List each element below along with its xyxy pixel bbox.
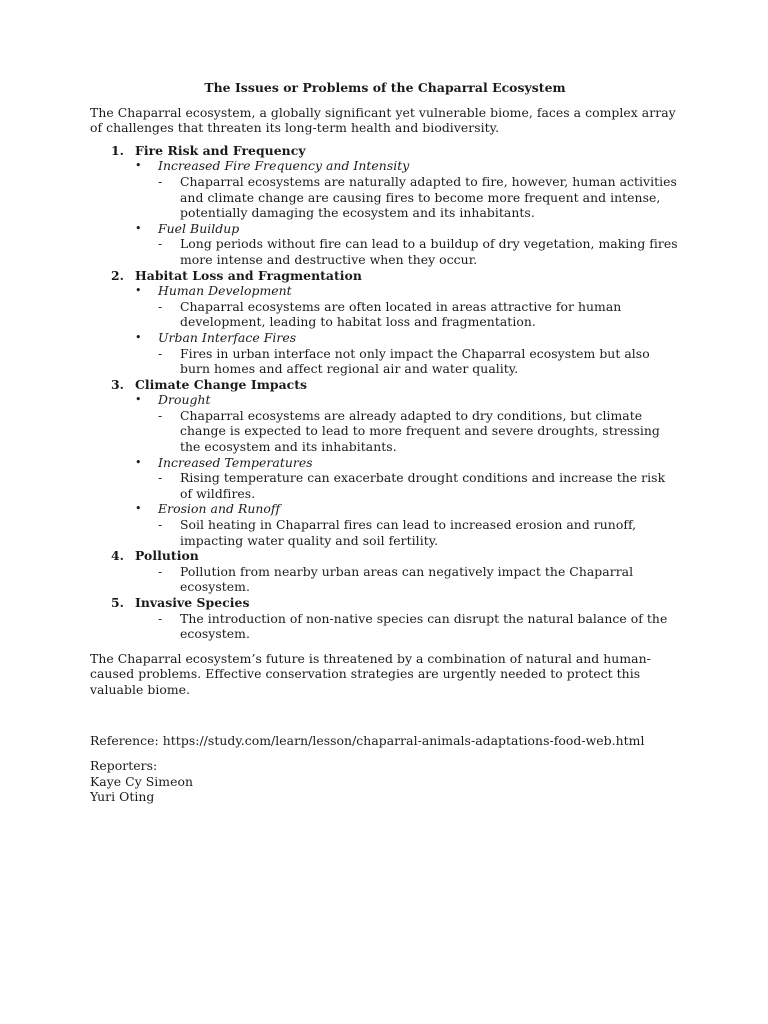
subtopic-item [135,158,680,220]
subtopic-title: Increased Temperatures [158,454,313,470]
dash-icon: - [158,173,163,189]
subtopic-item [135,455,680,502]
dash-icon: - [158,610,163,626]
bullet-icon: • [135,221,142,235]
section-number: 3. [111,376,125,392]
reporter-name: Yuri Oting [90,789,155,805]
detail-text: Rising temperature can exacerbate drought conditions and increase the risk of wildfires. [180,470,666,501]
detail-item [158,408,680,455]
detail-item [158,564,680,595]
subtopic-title: Drought [158,392,211,408]
section-number: 5. [111,595,125,610]
subtopic-item [135,501,680,548]
detail-text: Fires in urban interface not only impact the Chaparral ecosystem but also burn homes and affect regional air and water quality. [180,345,650,377]
intro-paragraph: The Chaparral ecosystem, a globally significant yet vulnerable biome, faces a complex array of challenges that threaten its long-term health and biodiversity. [90,104,676,136]
detail-text: Chaparral ecosystems are naturally adapted to fire, however, human activities and climate change are causing fires to become more frequent and intense, potentially damaging the ecosystem and its inhabitants. [180,173,677,221]
section-heading: Habitat Loss and Fragmentation [135,267,362,283]
subtopic-title: Human Development [158,283,292,299]
reporters-label: Reporters: [90,758,158,774]
section-heading: Climate Change Impacts [135,376,308,392]
detail-text: The introduction of non-native species can disrupt the natural balance of the ecosystem. [180,610,668,642]
subtopic-title: Increased Fire Frequency and Intensity [158,158,410,174]
detail-item [158,346,680,377]
bullet-icon: • [135,393,142,407]
subtopic-item [135,330,680,377]
issues-list [90,143,680,642]
subtopic-item [135,283,680,330]
bullet-icon: • [135,159,142,173]
subtopic-item [135,221,680,268]
section-pollution [90,548,680,595]
conclusion-paragraph: The Chaparral ecosystem’s future is threatened by a combination of natural and human-caused problems. Effective conservation strategies are urgently needed to protect this valuable biome. [90,650,651,697]
detail-item [158,611,680,642]
section-heading: Invasive Species [135,595,250,610]
subtopic-item [135,392,680,454]
bullet-icon: • [135,502,142,516]
section-climate-change [90,377,680,549]
section-number: 2. [111,267,125,283]
section-invasive-species [90,595,680,642]
section-heading: Fire Risk and Frequency [135,142,306,158]
detail-item [158,517,680,548]
section-number: 4. [111,548,125,564]
detail-text: Chaparral ecosystems are already adapted to dry conditions, but climate change is expected to lead to more frequent and severe droughts, stressing the ecosystem and its inhabitants. [180,407,660,455]
dash-icon: - [158,236,163,252]
dash-icon: - [158,345,163,361]
subtopic-title: Urban Interface Fires [158,329,297,345]
dash-icon: - [158,563,163,579]
detail-text: Chaparral ecosystems are often located in areas attractive for human development, leading to habitat loss and fragmentation. [180,298,622,330]
subtopic-title: Fuel Buildup [158,220,240,236]
dash-icon: - [158,517,163,533]
detail-text: Long periods without fire can lead to a buildup of dry vegetation, making fires more intense and destructive when they occur. [180,236,678,267]
detail-item [158,236,680,267]
reporter-name: Kaye Cy Simeon [90,773,194,789]
detail-item [158,299,680,330]
subtopic-title: Erosion and Runoff [158,501,281,517]
bullet-icon: • [135,330,142,344]
section-habitat-loss [90,268,680,377]
bullet-icon: • [135,284,142,298]
dash-icon: - [158,298,163,314]
document-title: The Issues or Problems of the Chaparral Ecosystem [204,80,566,95]
section-heading: Pollution [135,548,199,564]
reference-text: Reference: https://study.com/learn/lesson/chaparral-animals-adaptations-food-web.html [90,732,645,748]
detail-text: Pollution from nearby urban areas can negatively impact the Chaparral ecosystem. [180,563,634,595]
detail-item [158,470,680,501]
detail-item [158,174,680,221]
dash-icon: - [158,470,163,486]
document-page [90,80,680,805]
dash-icon: - [158,407,163,423]
section-number: 1. [111,142,125,158]
bullet-icon: • [135,455,142,469]
detail-text: Soil heating in Chaparral fires can lead to increased erosion and runoff, impacting water quality and soil fertility. [180,517,637,548]
section-fire-risk [90,143,680,268]
